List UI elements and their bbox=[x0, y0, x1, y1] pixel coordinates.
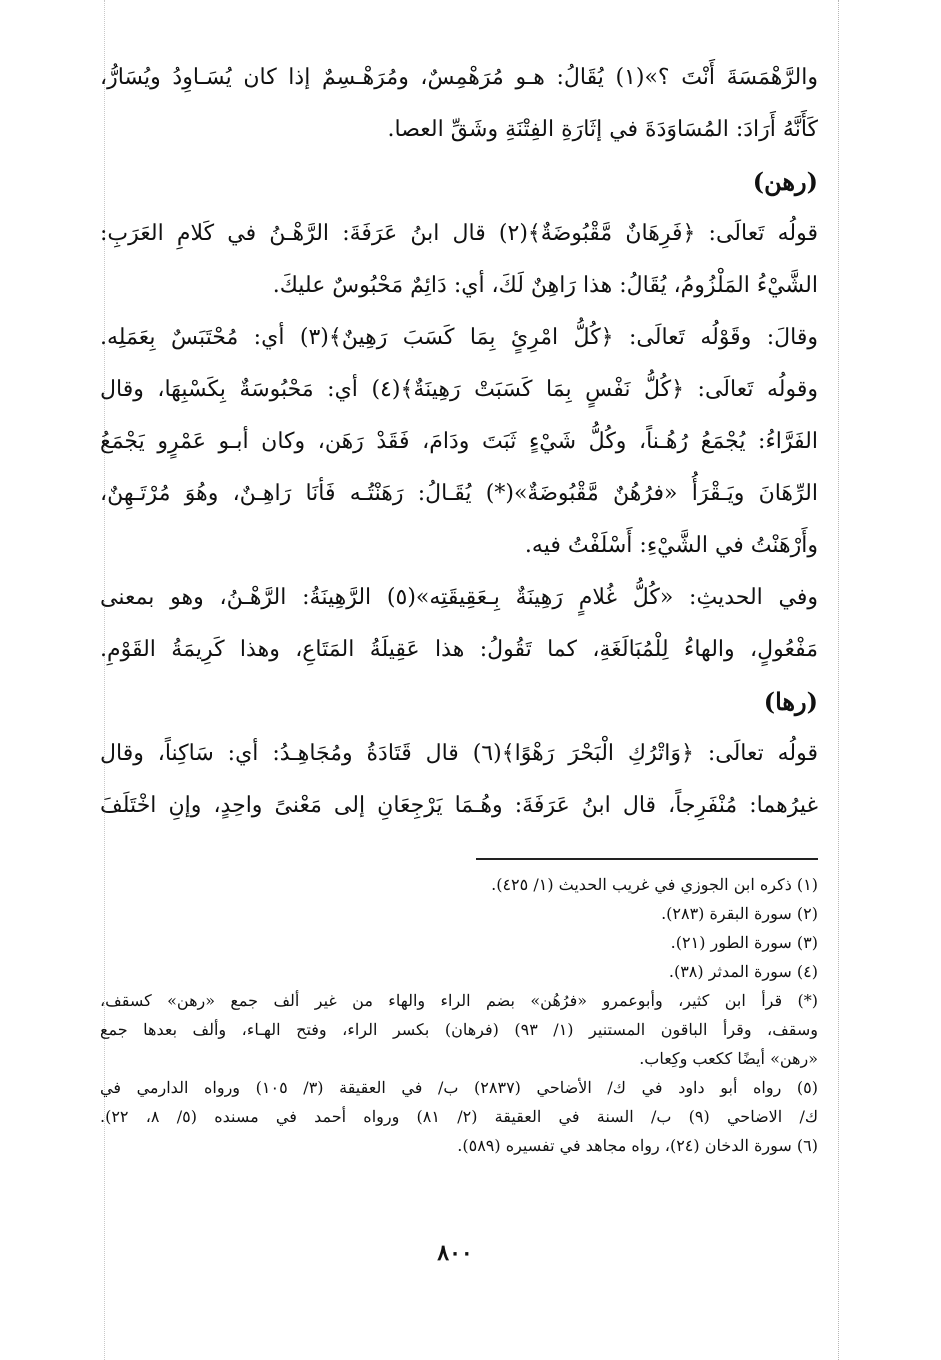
section-heading: (رها) bbox=[763, 687, 818, 716]
text-line: مَفْعُولٍ، والهاءُ لِلْمُبَالَغَةِ، كما تَقُولُ: هذا عَقِيلَةُ المَتَاعِ، وهذا كَرِيمَةُ القَوْمِ. bbox=[100, 637, 818, 662]
text-line: الفَرَّاءُ: يُجْمَعُ رُهُـناً، وكُلُّ شَيْءٍ ثَبَتَ ودَامَ، فَقَدْ رَهَن، وكان أبـو عَمْرٍو يَجْمَعُ bbox=[100, 429, 818, 454]
text-line: غيرُهما: مُنْفَرِجاً، قال ابنُ عَرَفَةَ: وهُـمَا يَرْجِعَانِ إلى مَعْنىً واحِدٍ، وإنِ اخْتَلَفَ bbox=[100, 793, 818, 818]
footnote-line: ك/ الاضاحي (٩) ب/ السنة في العقيقة (٢/ ٨١) ورواه أحمد في مسنده (٥/ ٨، ٢٢). bbox=[100, 1107, 818, 1126]
main-text bbox=[100, 52, 818, 832]
text-line: وفي الحديثِ: «كُلُّ غُلامٍ رَهِينَةٌ بِـعَقِيقَتِه»(٥) الرَّهِينَةُ: الرَّهْـنُ، وهو بمعنى bbox=[100, 585, 818, 610]
text-line: قولُه تَعالَى: ﴿فَرِهَانٌ مَّقْبُوضَةٌ﴾(٢) قال ابنُ عَرَفَةَ: الرَّهْـنُ في كَلامِ العَرَبِ: bbox=[100, 221, 818, 246]
text-line: الرِّهَانَ ويَـقْرَأُ «فرُهُنٌ مَّقْبُوضَةٌ»(*) يُقَـالُ: رَهَنْتُـه فَأنَا رَاهِـنٌ، وهُوَ مُرْتَـهِنٌ، bbox=[100, 481, 818, 506]
footnote-line: (٣) سورة الطور (٢١). bbox=[670, 933, 818, 952]
page-number: ٨٠٠ bbox=[437, 1240, 473, 1266]
footnote-line: «رهن» أيضًا ككعب وكِعاب. bbox=[639, 1049, 818, 1068]
text-line: وأَرْهَنْتُ في الشَّيْءِ: أَسْلَفْتُ فيه. bbox=[524, 533, 818, 558]
text-line: وقولُه تَعالَى: ﴿كُلُّ نَفْسٍ بِمَا كَسَبَتْ رَهِينَةٌ﴾(٤) أي: مَحْبُوسَةٌ بِكَسْبِهَا، وقال bbox=[100, 377, 818, 402]
margin-guide-right bbox=[838, 0, 839, 1360]
text-line: والرَّهْمَسَةَ أَنْتَ ؟»(١) يُقَالُ: هـو مُرَهْمِسٌ، ومُرَهْـسِمٌ إذا كان يُسَـاوِدُ ويُسَارُّ، bbox=[100, 65, 818, 90]
footnote-line: (٤) سورة المدثر (٣٨). bbox=[668, 962, 818, 981]
footnote-separator bbox=[476, 858, 818, 860]
footnote-line: وسقف، وقرأ الباقون المستنير (١/ ٩٣) (فرهان) بكسر الراء، وفتح الهـاء، وألف بعدها جمع bbox=[100, 1020, 818, 1039]
text-line: قولُه تعالَى: ﴿وَاتْرُكِ الْبَحْرَ رَهْوًا﴾(٦) قال قَتَادَةُ ومُجَاهِـدُ: أي: سَاكِناً، وقال bbox=[100, 741, 818, 766]
text-line: الشَّيْءُ المَلْزُومُ، يُقَالُ: هذا رَاهِنٌ لَكَ، أي: دَائِمٌ مَحْبُوسٌ عليكَ. bbox=[272, 273, 818, 298]
footnote-line: (١) ذكره ابن الجوزي في غريب الحديث (١/ ٤٢٥). bbox=[491, 875, 818, 894]
footnote-line: (٢) سورة البقرة (٢٨٣). bbox=[661, 904, 818, 923]
section-heading: (رهن) bbox=[752, 167, 818, 196]
footnotes bbox=[100, 870, 818, 1160]
text-line: وقالَ: وقَوْلُه تَعالَى: ﴿كُلُّ امْرِئٍ بِمَا كَسَبَ رَهِينٌ﴾(٣) أي: مُحْتَبَسٌ بِعَمَلِه. bbox=[100, 325, 818, 350]
footnote-line: (٥) رواه أبو داود في ك/ الأضاحي (٢٨٣٧) ب/ في العقيقة (٣/ ١٠٥) ورواه الدارمي في bbox=[100, 1078, 818, 1097]
footnote-line: (*) قرأ ابن كثير، وأبوعمرو «فرُهُن» بضم الراء والهاء من غير ألف جمع «رهن» كسقف، bbox=[100, 991, 818, 1010]
text-line: كَأَنَّهُ أَرَادَ: المُسَاوَدَةَ في إثَارَةِ الفِتْنَةِ وشَقِّ العصا. bbox=[387, 117, 818, 142]
footnote-line: (٦) سورة الدخان (٢٤)، رواه مجاهد في تفسيره (٥٨٩). bbox=[457, 1136, 818, 1155]
